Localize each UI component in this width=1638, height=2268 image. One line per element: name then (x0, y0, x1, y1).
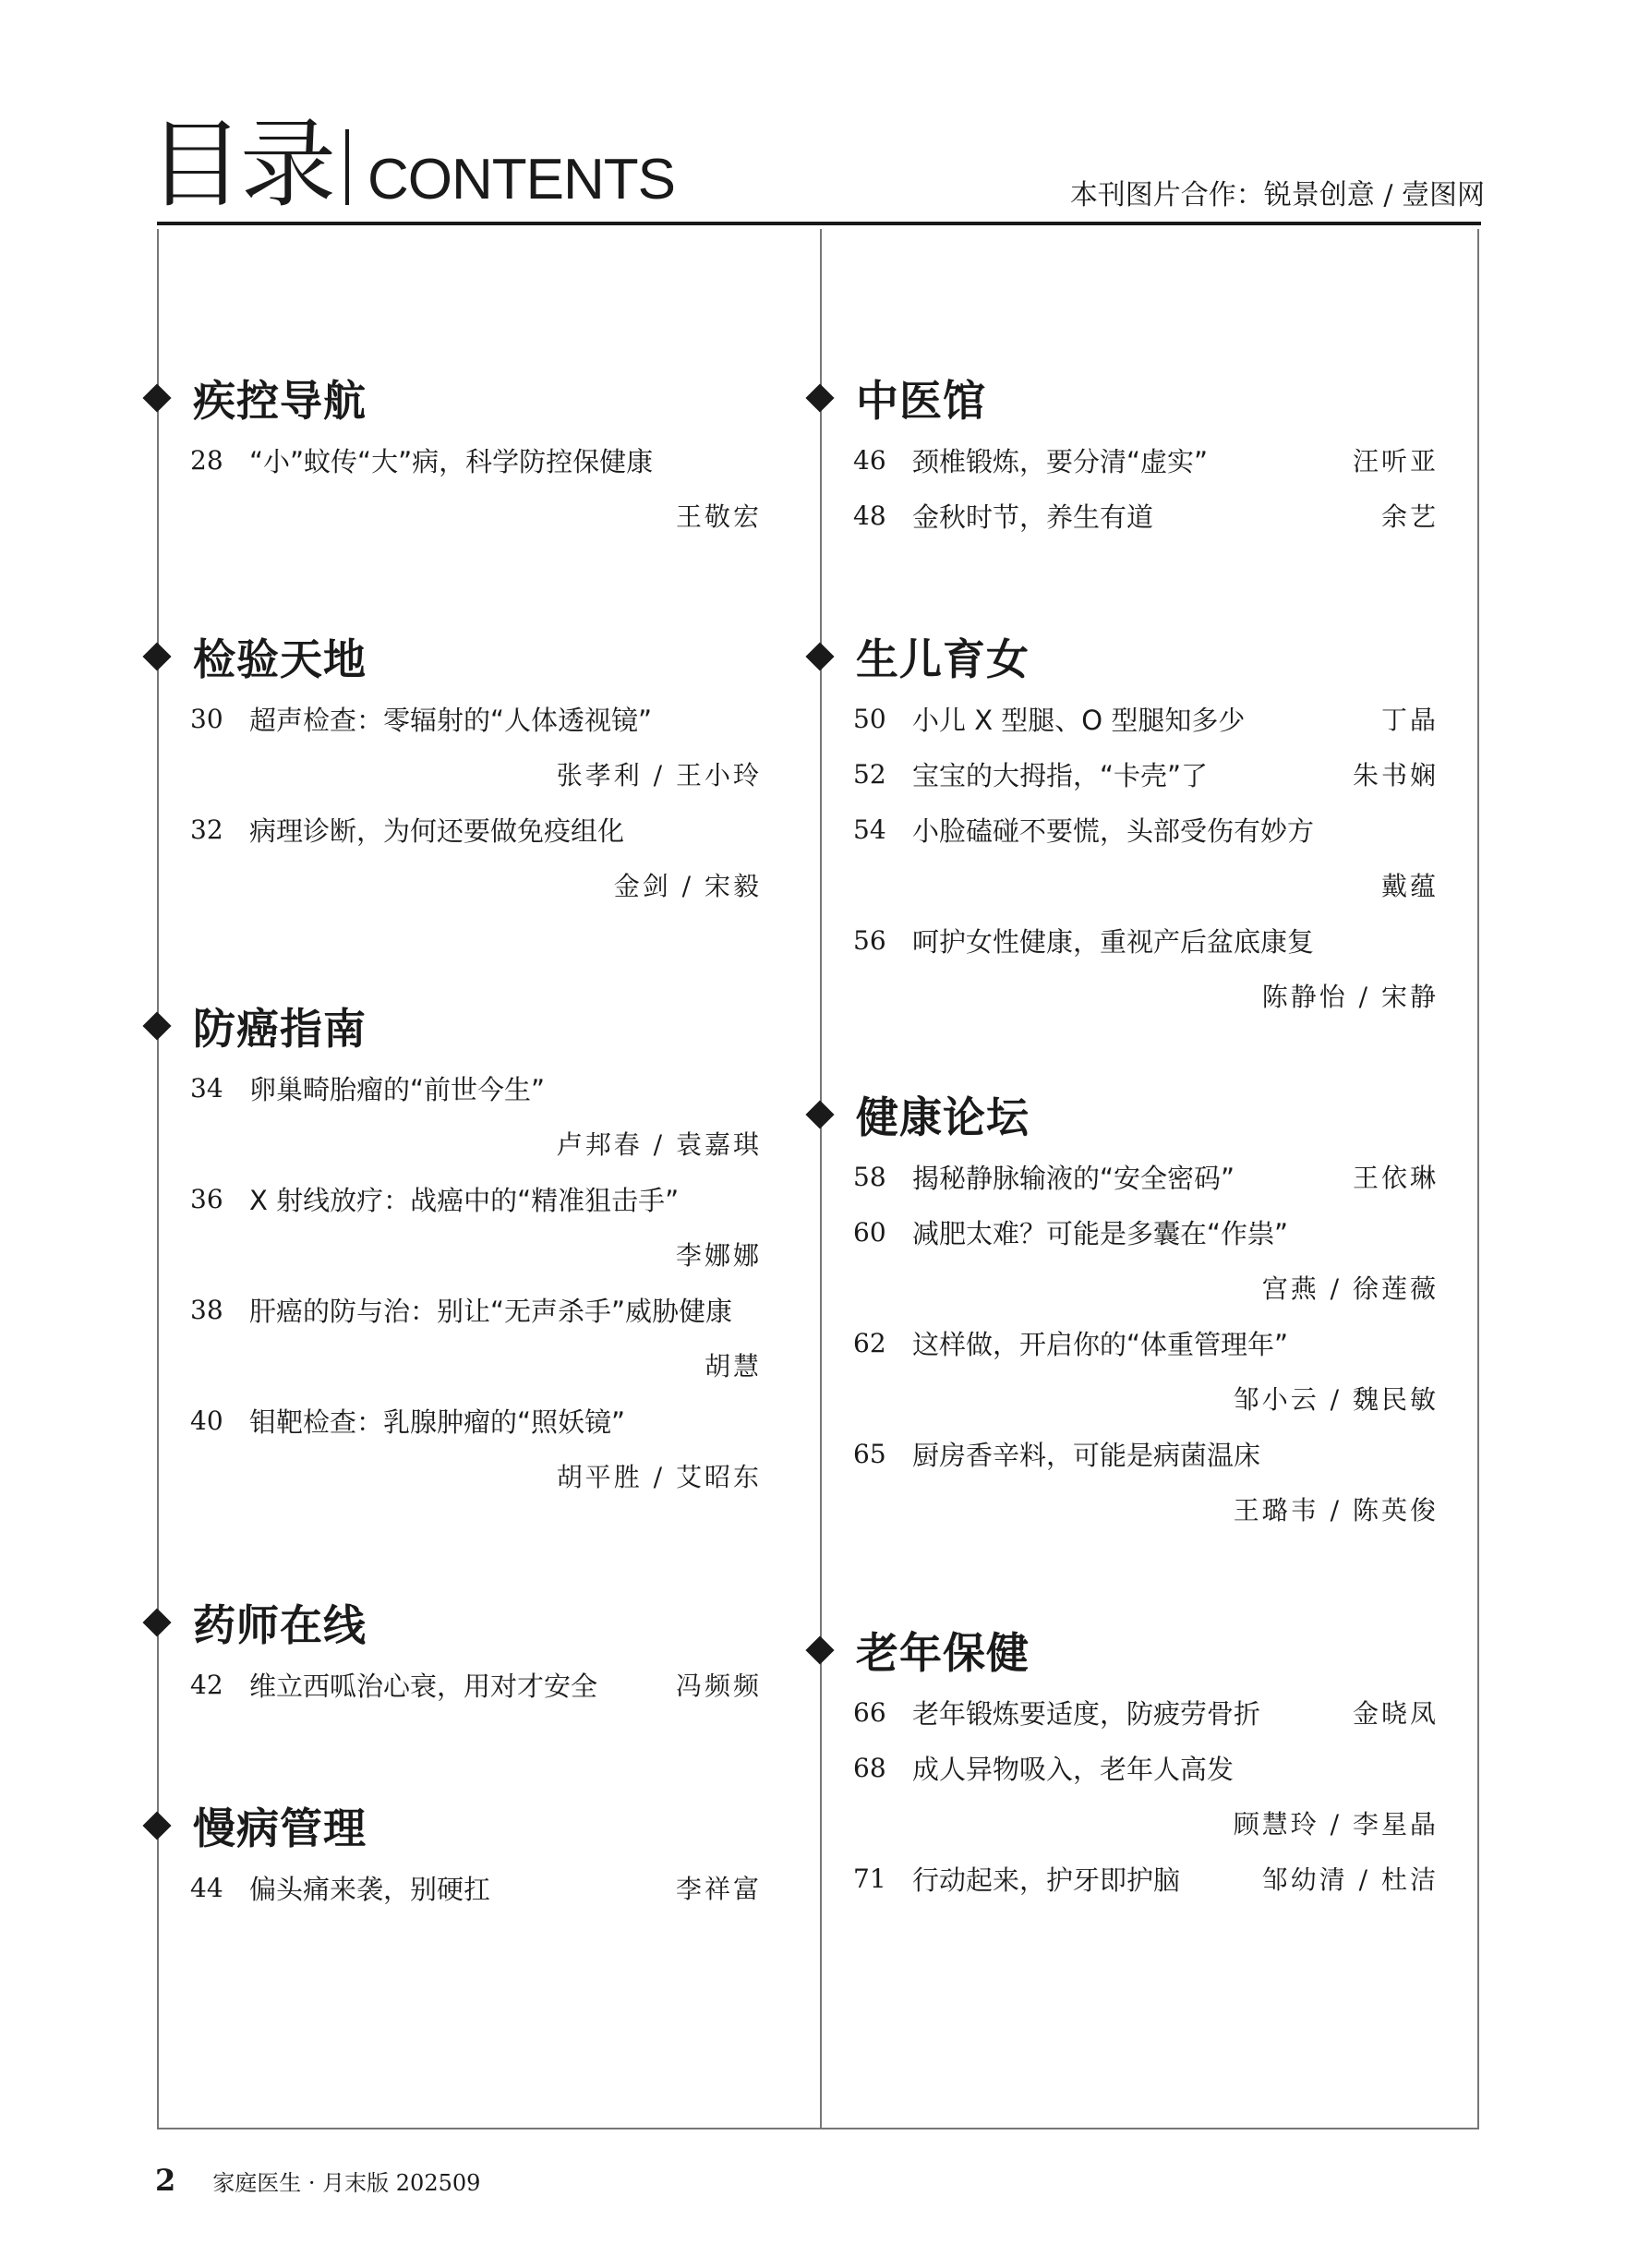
entry-author: 金剑 / 宋毅 (613, 871, 762, 901)
entry-page-number: 32 (190, 814, 223, 845)
section-title: 疾控导航 (193, 376, 367, 426)
page-footer (155, 2163, 480, 2198)
entry-title: 成人异物吸入，老年人高发 (912, 1753, 1235, 1785)
entry-title: 行动起来，护牙即护脑 (912, 1864, 1181, 1896)
entry-page-number: 66 (853, 1696, 886, 1728)
entry-title: 肝癌的防与治：别让“无声杀手”威胁健康 (249, 1295, 733, 1327)
entry-title: 钼靶检查：乳腺肿瘤的“照妖镜” (249, 1405, 626, 1438)
section-header (157, 624, 762, 689)
entry-title: 金秋时节，养生有道 (912, 501, 1154, 533)
section-title: 检验天地 (193, 634, 367, 684)
section-title: 防癌指南 (193, 1004, 367, 1054)
section-header (157, 366, 762, 430)
title-chinese: 目录 (148, 108, 333, 221)
section-title: 生儿育女 (856, 634, 1030, 684)
photo-credit: 本刊图片合作：锐景创意 / 壹图网 (1069, 179, 1485, 211)
toc-entry[interactable] (190, 1860, 762, 1915)
entry-author: 张孝利 / 王小玲 (556, 760, 762, 790)
footer-page-number: 2 (155, 2163, 176, 2198)
entry-author: 金晓凤 (1352, 1698, 1439, 1729)
entry-author: 王依琳 (1352, 1163, 1439, 1193)
entry-author: 胡平胜 / 艾昭东 (556, 1462, 762, 1492)
section-header (820, 366, 1439, 430)
diamond-bullet-icon (142, 642, 171, 670)
toc-section (157, 1590, 762, 1712)
diamond-bullet-icon (142, 1011, 171, 1040)
page-title (148, 102, 676, 221)
section-header (157, 994, 762, 1058)
section-header (820, 1618, 1439, 1683)
toc-entry[interactable] (190, 1657, 762, 1712)
entry-page-number: 40 (190, 1405, 223, 1436)
title-separator (345, 129, 349, 205)
entry-page-number: 34 (190, 1072, 223, 1104)
entry-author: 朱书娴 (1352, 760, 1439, 790)
section-title: 中医馆 (856, 376, 986, 426)
entry-author: 冯频频 (675, 1671, 762, 1701)
entry-title: X 射线放疗：战癌中的“精准狙击手” (249, 1184, 680, 1216)
entry-page-number: 54 (853, 814, 886, 845)
entry-title: 超声检查：零辐射的“人体透视镜” (249, 704, 653, 736)
entry-page-number: 56 (853, 924, 886, 956)
entry-title: “小”蚊传“大”病，科学防控保健康 (249, 445, 654, 477)
entry-author: 李娜娜 (675, 1240, 762, 1271)
entry-page-number: 52 (853, 758, 886, 790)
toc-entry[interactable] (853, 1315, 1439, 1426)
toc-section (820, 366, 1439, 543)
section-header (820, 624, 1439, 689)
entry-page-number: 30 (190, 703, 223, 734)
toc-section (820, 1618, 1439, 1906)
entry-page-number: 65 (853, 1438, 886, 1469)
entry-author: 余艺 (1380, 501, 1439, 532)
entry-title: 卵巢畸胎瘤的“前世今生” (249, 1073, 546, 1105)
toc-entry[interactable] (190, 1282, 762, 1393)
diamond-bullet-icon (142, 1608, 171, 1636)
entry-page-number: 71 (853, 1863, 886, 1894)
toc-entry[interactable] (853, 691, 1439, 746)
toc-entry[interactable] (190, 691, 762, 802)
entry-author: 李祥富 (675, 1874, 762, 1904)
entry-title: 揭秘静脉输液的“安全密码” (912, 1162, 1235, 1194)
entry-title: 呵护女性健康，重视产后盆底康复 (912, 925, 1315, 958)
toc-entry[interactable] (190, 1060, 762, 1171)
toc-entry[interactable] (853, 802, 1439, 912)
toc-section (157, 624, 762, 912)
toc-entry[interactable] (853, 1851, 1439, 1906)
toc-entry[interactable] (853, 912, 1439, 1023)
entry-page-number: 50 (853, 703, 886, 734)
entry-title: 维立西呱治心衰，用对才安全 (249, 1670, 598, 1702)
footer-publication: 家庭医生 · 月末版 202509 (212, 2170, 481, 2196)
entry-page-number: 68 (853, 1752, 886, 1783)
entry-page-number: 42 (190, 1669, 223, 1700)
toc-entry[interactable] (190, 802, 762, 912)
diamond-bullet-icon (142, 1811, 171, 1840)
section-title: 药师在线 (193, 1600, 367, 1650)
toc-entry[interactable] (190, 432, 762, 543)
entry-author: 王璐韦 / 陈英俊 (1233, 1495, 1439, 1526)
entry-title: 小儿 X 型腿、O 型腿知多少 (912, 704, 1246, 736)
toc-section (820, 624, 1439, 1023)
entry-author: 丁晶 (1380, 705, 1439, 735)
entry-title: 偏头痛来袭，别硬扛 (249, 1873, 491, 1905)
toc-section (820, 1082, 1439, 1537)
entry-author: 王敬宏 (675, 501, 762, 532)
entry-title: 厨房香辛料，可能是病菌温床 (912, 1439, 1261, 1471)
header-rule (157, 222, 1481, 225)
entry-title: 老年锻炼要适度，防疲劳骨折 (912, 1697, 1261, 1730)
section-header (157, 1590, 762, 1655)
entry-author: 卢邦春 / 袁嘉琪 (556, 1129, 762, 1160)
title-english: CONTENTS (367, 148, 676, 211)
entry-page-number: 28 (190, 444, 223, 476)
section-title: 慢病管理 (193, 1804, 367, 1853)
entry-page-number: 48 (853, 500, 886, 531)
entry-page-number: 46 (853, 444, 886, 476)
entry-page-number: 58 (853, 1161, 886, 1192)
entry-author: 汪听亚 (1352, 446, 1439, 477)
toc-entry[interactable] (853, 1740, 1439, 1851)
entry-title: 病理诊断，为何还要做免疫组化 (249, 814, 625, 847)
entry-author: 邹幼清 / 杜洁 (1261, 1864, 1439, 1895)
toc-entry[interactable] (853, 1426, 1439, 1537)
diamond-bullet-icon (142, 383, 171, 412)
toc-entry[interactable] (853, 488, 1439, 543)
entry-title: 颈椎锻炼，要分清“虚实” (912, 445, 1209, 477)
toc-entry[interactable] (853, 746, 1439, 802)
entry-title: 小脸磕碰不要慌，头部受伤有妙方 (912, 814, 1315, 847)
entry-page-number: 62 (853, 1327, 886, 1358)
entry-author: 陈静怡 / 宋静 (1261, 982, 1439, 1012)
entry-author: 邹小云 / 魏民敏 (1233, 1384, 1439, 1415)
toc-section (157, 366, 762, 543)
entry-page-number: 60 (853, 1216, 886, 1248)
toc-entry[interactable] (853, 1204, 1439, 1315)
toc-section (157, 1793, 762, 1915)
toc-entry[interactable] (853, 1684, 1439, 1740)
entry-title: 宝宝的大拇指，“卡壳”了 (912, 759, 1209, 791)
entry-title: 减肥太难？可能是多囊在“作祟” (912, 1217, 1289, 1249)
toc-entry[interactable] (853, 1149, 1439, 1204)
toc-entry[interactable] (190, 1393, 762, 1503)
section-header (820, 1082, 1439, 1147)
entry-author: 胡慧 (704, 1351, 762, 1381)
entry-author: 戴蕴 (1380, 871, 1439, 901)
entry-page-number: 38 (190, 1294, 223, 1325)
toc-section (157, 994, 762, 1503)
toc-entry[interactable] (190, 1171, 762, 1282)
entry-page-number: 36 (190, 1183, 223, 1214)
section-header (157, 1793, 762, 1858)
section-title: 老年保健 (856, 1628, 1030, 1678)
entry-author: 顾慧玲 / 李星晶 (1233, 1809, 1439, 1840)
section-title: 健康论坛 (856, 1092, 1030, 1142)
entry-title: 这样做，开启你的“体重管理年” (912, 1328, 1289, 1360)
entry-author: 宫燕 / 徐莲薇 (1261, 1273, 1439, 1304)
entry-page-number: 44 (190, 1872, 223, 1903)
toc-entry[interactable] (853, 432, 1439, 488)
